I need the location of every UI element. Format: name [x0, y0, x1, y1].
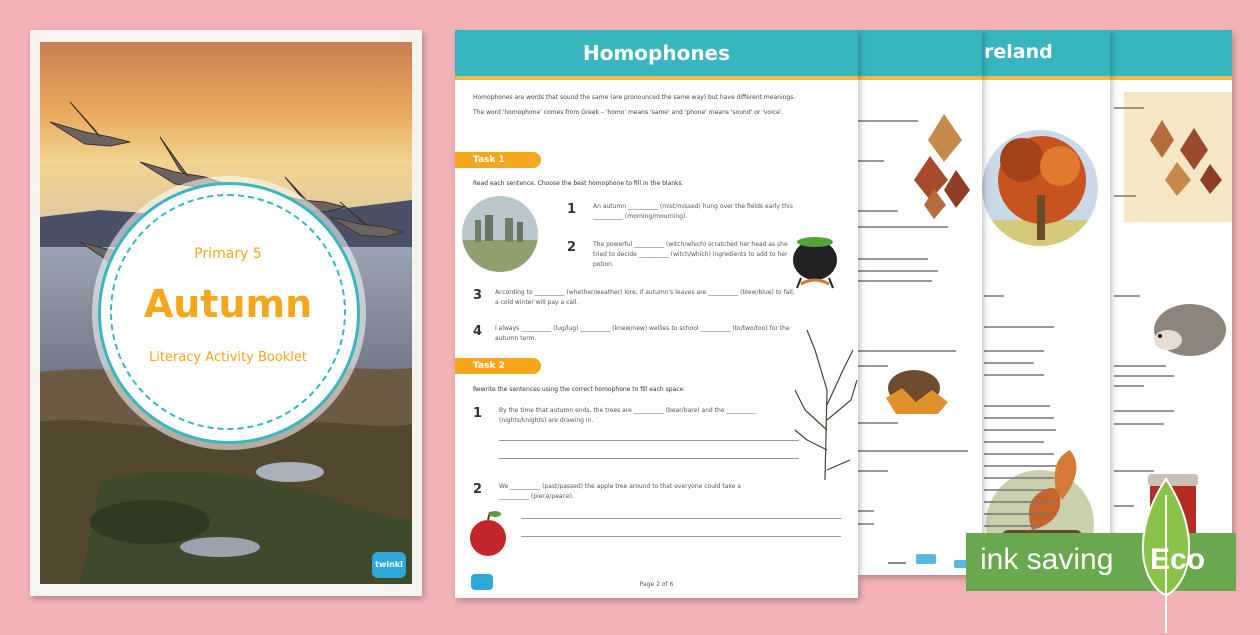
booklet-cover	[30, 30, 422, 596]
intro-text	[473, 92, 833, 118]
task-2-label: Task 2	[455, 358, 541, 374]
page-3-title: reland	[984, 41, 1053, 63]
question-4-number: 4	[473, 324, 483, 339]
question-3-text: According to __________ (whether/weather) lore, if autumn's leaves are __________ (blew/blue) to fall, a cold winter will pay a call.	[495, 289, 795, 306]
ink-saving-eco-badge	[966, 527, 1236, 597]
cover-title-circle	[98, 182, 360, 444]
cover-title: Autumn	[143, 282, 313, 326]
question-1-number: 1	[567, 202, 577, 217]
task-1-instruction: Read each sentence. Choose the best homophone to fill in the blanks.	[473, 180, 684, 187]
misty-field-image	[455, 190, 545, 280]
ink-saving-label: ink saving	[980, 543, 1114, 576]
cauldron-icon	[793, 237, 837, 288]
page-3-content	[982, 30, 1110, 578]
hedgehog-leaves-image	[886, 370, 948, 414]
page-footer	[455, 568, 858, 598]
cover-level: Primary 5	[194, 246, 262, 262]
question-2-text: The powerful __________ (witch/which) scratched her head as she tried to decide __________ (witch/which) ingredients to add to her potion.	[593, 241, 788, 268]
answer-line[interactable]	[499, 458, 799, 459]
autumn-tree-image	[982, 120, 1110, 260]
page-2-content	[858, 30, 982, 575]
autumn-leaves-image	[914, 114, 970, 219]
booklet-page-3	[982, 30, 1110, 578]
answer-line[interactable]	[521, 518, 841, 519]
booklet-page-2	[858, 30, 982, 575]
twinkl-logo: twinkl	[372, 552, 406, 578]
task-2-question-1-number: 1	[473, 406, 483, 421]
task-2-instruction: Rewrite the sentences using the correct homophone to fill each space.	[473, 386, 686, 393]
page-number: Page 2 of 6	[639, 581, 674, 588]
hedgehog-icon	[1154, 304, 1226, 356]
intro-line-1: Homophones are words that sound the same (are pronounced the same way) but have different meanings.	[473, 94, 796, 101]
intro-line-2: The word 'homophone' comes from Greek – 'homo' means 'same' and 'phone' means 'sound' or 'voice'.	[473, 109, 784, 116]
apple-icon	[470, 511, 506, 556]
answer-line[interactable]	[499, 440, 799, 441]
answer-line[interactable]	[521, 536, 841, 537]
question-4-text: I always __________ (lug/lug) __________ (knew/new) wellies to school __________ (to/two/too) for the autumn term.	[495, 325, 790, 342]
question-3-number: 3	[473, 288, 483, 303]
task-2-question-2-text: We __________ (past/passed) the apple tree around to that everyone could take a __________ (piece/peace).	[499, 483, 741, 500]
question-2-number: 2	[567, 240, 577, 255]
cover-subtitle: Literacy Activity Booklet	[148, 350, 308, 365]
task-2-question-2-number: 2	[473, 482, 483, 497]
homophones-title: Homophones	[582, 41, 731, 65]
eco-label: Eco	[1150, 543, 1206, 576]
bare-tree-icon	[795, 330, 857, 480]
question-1-text: An autumn __________ (mist/missed) hung over the fields early this __________ (morning/mourning).	[593, 203, 793, 220]
task-1-label: Task 1	[455, 152, 541, 168]
task-2-question-1-text: By the time that autumn ends, the trees are __________ (bear/bare) and the __________ (nights/knights) are drawing in.	[499, 407, 757, 424]
homophones-header	[455, 30, 858, 76]
homophones-page	[455, 30, 858, 598]
